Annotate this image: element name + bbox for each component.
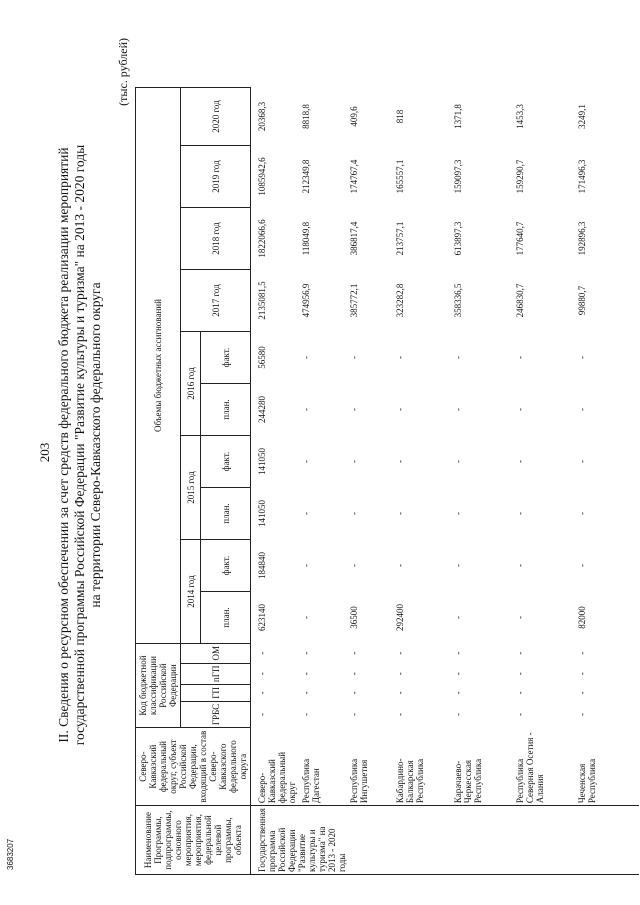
header-year-2014: 2014 год	[181, 540, 201, 644]
value-cell: -	[301, 512, 311, 516]
value-cell: 184840	[257, 552, 267, 580]
value-cell: 165557,1	[395, 159, 405, 194]
header-grbs: ГРБС	[181, 701, 251, 727]
value-cell: -	[349, 512, 359, 516]
value-cell: -	[453, 356, 463, 360]
value-cell: 212349,8	[301, 159, 311, 194]
value-cell: -	[453, 460, 463, 464]
value-cell: 409,6	[349, 106, 359, 127]
value-cell: 56580	[257, 346, 267, 369]
pgp-cell: -	[301, 672, 311, 676]
value-cell: -	[301, 564, 311, 568]
pgp-cell: -	[395, 672, 405, 676]
value-cell: -	[395, 564, 405, 568]
page-number: 203	[37, 442, 52, 463]
gp-cell: -	[257, 691, 267, 695]
gp-cell: -	[515, 691, 525, 695]
value-cell: 141050	[257, 448, 267, 476]
header-gp: ГП	[181, 685, 251, 702]
om-cell: -	[453, 651, 463, 655]
value-cell: 36500	[349, 606, 359, 629]
value-cell: -	[577, 512, 587, 516]
table-row	[393, 88, 451, 875]
gp-cell: -	[349, 691, 359, 695]
header-region: Северо-Кавказский федеральный округ, субъект Российской Федерации, входящий в состав Северо-Кавказского федерального округа	[136, 728, 251, 806]
value-cell: 192896,3	[577, 221, 587, 256]
value-cell: 174767,4	[349, 159, 359, 194]
om-cell: -	[395, 651, 405, 655]
value-cell: 244280	[257, 396, 267, 424]
value-cell: -	[301, 356, 311, 360]
title-line: II. Сведения о ресурсном обеспечении за счет средств федерального бюджета реализации мероприятий	[56, 147, 71, 743]
gp-cell: -	[395, 691, 405, 695]
value-cell: 20368,3	[257, 101, 267, 132]
value-cell: 82000	[577, 606, 587, 629]
value-cell: 1371,8	[453, 104, 463, 129]
region-name: Чеченская Республика	[577, 758, 597, 804]
grbs-cell: -	[349, 712, 359, 716]
document-code: 3683207	[6, 838, 15, 870]
value-cell: 118049,8	[301, 221, 311, 256]
value-cell: -	[349, 564, 359, 568]
value-cell: -	[515, 408, 525, 412]
header-pgp: пГП	[181, 663, 251, 685]
value-cell: -	[453, 512, 463, 516]
header-year-2017: 2017 год	[181, 270, 251, 332]
value-cell: -	[349, 408, 359, 412]
pgp-cell: -	[257, 672, 267, 676]
grbs-cell: -	[577, 712, 587, 716]
region-name: Северо-Кавказский федеральный округ	[257, 751, 297, 804]
value-cell: -	[349, 460, 359, 464]
title-line: на территории Северо-Кавказского федерального округа	[88, 282, 103, 608]
header-name: Наименование Программы, подпрограммы, основного мероприятия, мероприятия, федеральной целевой программы, объекта	[136, 806, 251, 875]
value-cell: -	[453, 616, 463, 620]
region-name: Республика Ингушетия	[349, 758, 369, 804]
value-cell: 159290,7	[515, 159, 525, 194]
om-cell: -	[515, 651, 525, 655]
value-cell: -	[577, 356, 587, 360]
funding-table	[135, 87, 639, 875]
value-cell: 623140	[257, 604, 267, 632]
pgp-cell: -	[349, 672, 359, 676]
value-cell: 386817,4	[349, 221, 359, 256]
value-cell: -	[515, 564, 525, 568]
pgp-cell: -	[577, 672, 587, 676]
om-cell: -	[349, 651, 359, 655]
value-cell: 177640,7	[515, 221, 525, 256]
value-cell: -	[349, 356, 359, 360]
value-cell: 1085942,6	[257, 157, 267, 196]
value-cell: 213757,1	[395, 221, 405, 256]
grbs-cell: -	[515, 712, 525, 716]
header-year-2015: 2015 год	[181, 436, 201, 540]
header-om: ОМ	[181, 644, 251, 664]
header-fact: факт.	[201, 332, 251, 384]
value-cell: 323282,8	[395, 283, 405, 318]
value-cell: 2135081,5	[257, 281, 267, 320]
pgp-cell: -	[515, 672, 525, 676]
value-cell: -	[395, 356, 405, 360]
value-cell: -	[301, 616, 311, 620]
header-year-2016: 2016 год	[181, 332, 201, 436]
value-cell: 99880,7	[577, 285, 587, 316]
table-row	[451, 88, 513, 875]
value-cell: 1453,3	[515, 104, 525, 129]
value-cell: 474956,9	[301, 283, 311, 318]
value-cell: 1822066,6	[257, 219, 267, 258]
value-cell: 818	[395, 109, 405, 124]
value-cell: -	[515, 356, 525, 360]
value-cell: 613897,3	[453, 221, 463, 256]
value-cell: 292400	[395, 604, 405, 632]
value-cell: 246830,7	[515, 283, 525, 318]
value-cell: 385772,1	[349, 283, 359, 318]
units-label: (тыс. рублей)	[116, 38, 130, 106]
value-cell: 8818,8	[301, 104, 311, 129]
header-plan: план.	[201, 592, 251, 644]
gp-cell: -	[301, 691, 311, 695]
value-cell: -	[577, 408, 587, 412]
om-cell: -	[257, 651, 267, 655]
header-year-2018: 2018 год	[181, 208, 251, 270]
value-cell: 141050	[257, 500, 267, 528]
table-row	[347, 88, 393, 875]
header-fact: факт.	[201, 540, 251, 592]
header-volume: Объемы бюджетных ассигнований	[136, 88, 181, 644]
value-cell: 159097,3	[453, 159, 463, 194]
header-year-2020: 2020 год	[181, 88, 251, 146]
program-name: Государственная программа Российской Федерации "Развитие культуры и туризма" на 2013 - 2020 годы	[251, 806, 640, 875]
value-cell: -	[395, 460, 405, 464]
table-row	[575, 88, 639, 875]
title-line: государственной программы Российской Федерации "Развитие культуры и туризма" на 2013 - 2020 годы	[72, 144, 87, 746]
region-name: Республика Северная Осетия - Алания	[515, 732, 545, 804]
value-cell: -	[453, 564, 463, 568]
gp-cell: -	[453, 691, 463, 695]
value-cell: -	[577, 564, 587, 568]
header-kbk: Код бюджетной классификации Российской Федерации	[136, 644, 181, 728]
document-title	[56, 105, 104, 785]
header-fact: факт.	[201, 436, 251, 488]
value-cell: -	[515, 460, 525, 464]
header-year-2019: 2019 год	[181, 146, 251, 208]
grbs-cell: -	[395, 712, 405, 716]
header-plan: план.	[201, 384, 251, 436]
value-cell: -	[395, 512, 405, 516]
value-cell: -	[301, 408, 311, 412]
region-name: Республика Дагестан	[301, 758, 321, 804]
header-plan: план.	[201, 488, 251, 540]
om-cell: -	[577, 651, 587, 655]
table-row	[513, 88, 575, 875]
value-cell: 3249,1	[577, 104, 587, 129]
pgp-cell: -	[453, 672, 463, 676]
value-cell: -	[577, 460, 587, 464]
grbs-cell: -	[453, 712, 463, 716]
value-cell: 171496,3	[577, 159, 587, 194]
gp-cell: -	[577, 691, 587, 695]
value-cell: -	[515, 616, 525, 620]
table-row	[299, 88, 347, 875]
table-row	[251, 88, 300, 875]
value-cell: 358336,5	[453, 283, 463, 318]
value-cell: -	[395, 408, 405, 412]
value-cell: -	[453, 408, 463, 412]
grbs-cell: -	[301, 712, 311, 716]
value-cell: -	[515, 512, 525, 516]
om-cell: -	[301, 651, 311, 655]
region-name: Кабардино-Балкарская Республика	[395, 758, 425, 804]
grbs-cell: -	[257, 712, 267, 716]
value-cell: -	[301, 460, 311, 464]
region-name: Карачаево-Черкесская Республика	[453, 758, 483, 804]
